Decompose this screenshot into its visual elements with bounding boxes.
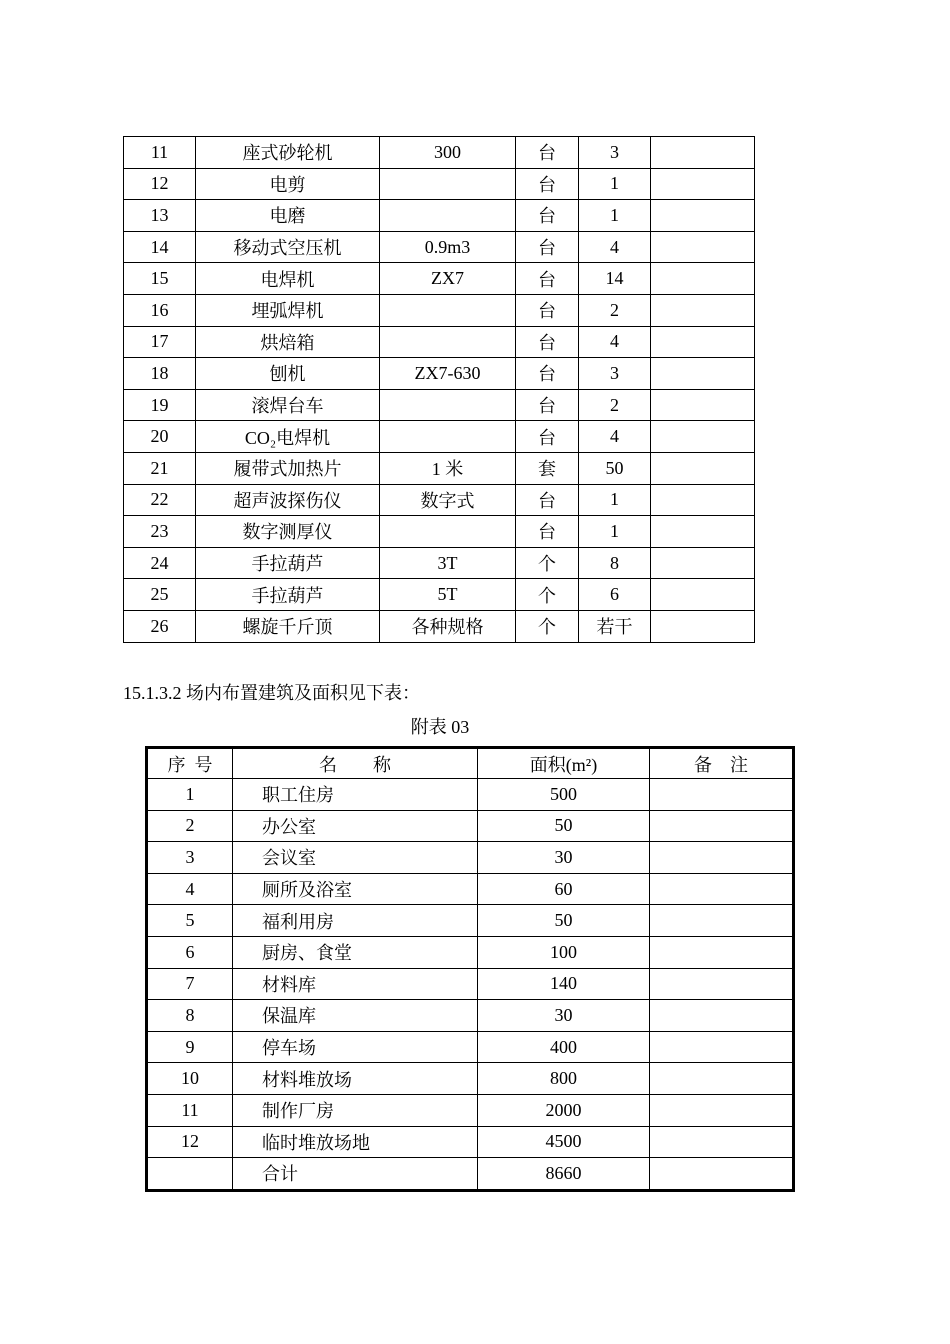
cell-name: 停车场: [233, 1031, 478, 1063]
cell-index: 9: [147, 1031, 233, 1063]
cell-remark: [651, 358, 755, 390]
cell-remark: [650, 1126, 794, 1158]
cell-qty: 1: [579, 200, 651, 232]
cell-name: 办公室: [233, 810, 478, 842]
equipment-table: [123, 136, 755, 643]
cell-index: 12: [124, 168, 196, 200]
cell-spec: 300: [380, 137, 516, 169]
cell-index: 15: [124, 263, 196, 295]
cell-spec: [380, 421, 516, 453]
table-row: [147, 1158, 794, 1191]
cell-index: 1: [147, 779, 233, 811]
cell-name: 数字测厚仪: [196, 516, 380, 548]
cell-index: 23: [124, 516, 196, 548]
cell-remark: [651, 484, 755, 516]
cell-name: 超声波探伤仪: [196, 484, 380, 516]
appendix-label: 附表 03: [410, 717, 470, 737]
cell-remark: [651, 294, 755, 326]
cell-qty: 6: [579, 579, 651, 611]
cell-qty: 若干: [579, 610, 651, 642]
table-row: [124, 326, 755, 358]
cell-index: 11: [147, 1094, 233, 1126]
cell-spec: [380, 294, 516, 326]
cell-name: 厕所及浴室: [233, 873, 478, 905]
cell-area: 500: [478, 779, 650, 811]
cell-index: 22: [124, 484, 196, 516]
cell-area: 100: [478, 936, 650, 968]
cell-name: 制作厂房: [233, 1094, 478, 1126]
cell-area: 4500: [478, 1126, 650, 1158]
cell-remark: [651, 610, 755, 642]
table-row: [124, 389, 755, 421]
cell-remark: [651, 516, 755, 548]
cell-remark: [650, 1158, 794, 1191]
table-row: [124, 452, 755, 484]
cell-index: 17: [124, 326, 196, 358]
cell-index: 14: [124, 231, 196, 263]
cell-index: 18: [124, 358, 196, 390]
equipment-table-body: [124, 137, 755, 643]
cell-name: 手拉葫芦: [196, 579, 380, 611]
cell-qty: 4: [579, 326, 651, 358]
cell-remark: [651, 200, 755, 232]
table-row: [147, 779, 794, 811]
cell-name: 手拉葫芦: [196, 547, 380, 579]
table-row: [147, 936, 794, 968]
cell-name: 螺旋千斤顶: [196, 610, 380, 642]
table-row: [124, 168, 755, 200]
header-cell-area: 面积(m²): [478, 748, 650, 779]
cell-spec: 5T: [380, 579, 516, 611]
cell-unit: 台: [516, 484, 579, 516]
cell-remark: [650, 1031, 794, 1063]
cell-index: 7: [147, 968, 233, 1000]
cell-index: 11: [124, 137, 196, 169]
cell-qty: 8: [579, 547, 651, 579]
cell-name: CO₂电焊机: [196, 421, 380, 453]
cell-name: 合计: [233, 1158, 478, 1191]
cell-area: 60: [478, 873, 650, 905]
table-row: [124, 421, 755, 453]
cell-qty: 4: [579, 421, 651, 453]
table-row: [124, 294, 755, 326]
cell-unit: 台: [516, 516, 579, 548]
cell-remark: [650, 936, 794, 968]
cell-area: 400: [478, 1031, 650, 1063]
cell-spec: 数字式: [380, 484, 516, 516]
cell-index: 4: [147, 873, 233, 905]
cell-name: 埋弧焊机: [196, 294, 380, 326]
cell-index: 13: [124, 200, 196, 232]
cell-name: 材料堆放场: [233, 1063, 478, 1095]
cell-qty: 2: [579, 389, 651, 421]
cell-remark: [651, 547, 755, 579]
cell-name: 履带式加热片: [196, 452, 380, 484]
cell-index: 20: [124, 421, 196, 453]
cell-name: 材料库: [233, 968, 478, 1000]
cell-area: 50: [478, 810, 650, 842]
cell-name: 福利用房: [233, 905, 478, 937]
cell-index: 12: [147, 1126, 233, 1158]
table-row: [124, 231, 755, 263]
table-row: [147, 968, 794, 1000]
table-row: [124, 358, 755, 390]
cell-qty: 3: [579, 137, 651, 169]
cell-spec: 各种规格: [380, 610, 516, 642]
cell-remark: [650, 1000, 794, 1032]
cell-remark: [651, 326, 755, 358]
table-row: [124, 137, 755, 169]
cell-qty: 2: [579, 294, 651, 326]
table-row: [124, 516, 755, 548]
cell-qty: 50: [579, 452, 651, 484]
table-row: [147, 1063, 794, 1095]
cell-unit: 个: [516, 610, 579, 642]
cell-unit: 台: [516, 389, 579, 421]
cell-index: 21: [124, 452, 196, 484]
cell-index: 19: [124, 389, 196, 421]
cell-index: 6: [147, 936, 233, 968]
cell-name: 刨机: [196, 358, 380, 390]
cell-unit: 个: [516, 579, 579, 611]
header-cell-index: 序 号: [147, 748, 233, 779]
cell-area: 140: [478, 968, 650, 1000]
cell-name: 移动式空压机: [196, 231, 380, 263]
building-area-table-body: [147, 748, 794, 1191]
cell-unit: 台: [516, 358, 579, 390]
cell-qty: 4: [579, 231, 651, 263]
cell-spec: [380, 389, 516, 421]
cell-remark: [651, 452, 755, 484]
cell-unit: 台: [516, 200, 579, 232]
cell-qty: 1: [579, 168, 651, 200]
table-row: [147, 842, 794, 874]
cell-name: 保温库: [233, 1000, 478, 1032]
section-caption: 15.1.3.2 场内布置建筑及面积见下表：: [123, 683, 420, 703]
table-row: [147, 1000, 794, 1032]
cell-spec: [380, 168, 516, 200]
cell-index: 5: [147, 905, 233, 937]
cell-remark: [650, 810, 794, 842]
cell-area: 2000: [478, 1094, 650, 1126]
cell-name: 滚焊台车: [196, 389, 380, 421]
cell-qty: 3: [579, 358, 651, 390]
cell-remark: [651, 421, 755, 453]
cell-index: 25: [124, 579, 196, 611]
table-row: [147, 1094, 794, 1126]
cell-spec: 1 米: [380, 452, 516, 484]
cell-remark: [651, 168, 755, 200]
cell-index: 8: [147, 1000, 233, 1032]
cell-area: 800: [478, 1063, 650, 1095]
cell-index: [147, 1158, 233, 1191]
cell-qty: 1: [579, 516, 651, 548]
cell-unit: 台: [516, 421, 579, 453]
cell-remark: [650, 1063, 794, 1095]
cell-index: 3: [147, 842, 233, 874]
cell-name: 临时堆放场地: [233, 1126, 478, 1158]
table-row: [124, 610, 755, 642]
cell-spec: ZX7: [380, 263, 516, 295]
cell-index: 10: [147, 1063, 233, 1095]
cell-remark: [651, 231, 755, 263]
table-row: [124, 200, 755, 232]
cell-name: 厨房、食堂: [233, 936, 478, 968]
cell-unit: 台: [516, 326, 579, 358]
cell-name: 电磨: [196, 200, 380, 232]
cell-remark: [651, 263, 755, 295]
table-row: [147, 810, 794, 842]
table-row: [147, 1031, 794, 1063]
cell-spec: 3T: [380, 547, 516, 579]
cell-remark: [650, 968, 794, 1000]
cell-remark: [650, 842, 794, 874]
cell-unit: 套: [516, 452, 579, 484]
table-row: [124, 547, 755, 579]
cell-remark: [651, 137, 755, 169]
cell-area: 30: [478, 1000, 650, 1032]
cell-remark: [650, 779, 794, 811]
cell-index: 26: [124, 610, 196, 642]
cell-qty: 1: [579, 484, 651, 516]
table-row: [124, 579, 755, 611]
table-row: [124, 484, 755, 516]
cell-name: 电剪: [196, 168, 380, 200]
cell-unit: 台: [516, 137, 579, 169]
cell-area: 8660: [478, 1158, 650, 1191]
table-row: [147, 1126, 794, 1158]
table-row: [124, 263, 755, 295]
cell-index: 16: [124, 294, 196, 326]
table-row: [147, 873, 794, 905]
cell-unit: 台: [516, 231, 579, 263]
cell-remark: [650, 1094, 794, 1126]
cell-spec: 0.9m3: [380, 231, 516, 263]
cell-index: 24: [124, 547, 196, 579]
cell-area: 30: [478, 842, 650, 874]
building-area-table: [145, 746, 795, 1192]
cell-index: 2: [147, 810, 233, 842]
cell-remark: [650, 905, 794, 937]
cell-area: 50: [478, 905, 650, 937]
cell-unit: 台: [516, 294, 579, 326]
cell-spec: [380, 326, 516, 358]
cell-spec: ZX7-630: [380, 358, 516, 390]
cell-spec: [380, 200, 516, 232]
cell-remark: [651, 579, 755, 611]
cell-unit: 个: [516, 547, 579, 579]
cell-spec: [380, 516, 516, 548]
header-cell-name: 名 称: [233, 748, 478, 779]
cell-remark: [651, 389, 755, 421]
table-row: [147, 905, 794, 937]
cell-name: 电焊机: [196, 263, 380, 295]
cell-remark: [650, 873, 794, 905]
cell-name: 烘焙箱: [196, 326, 380, 358]
cell-name: 座式砂轮机: [196, 137, 380, 169]
table-header-row: [147, 748, 794, 779]
cell-qty: 14: [579, 263, 651, 295]
cell-unit: 台: [516, 263, 579, 295]
header-cell-remark: 备 注: [650, 748, 794, 779]
cell-name: 职工住房: [233, 779, 478, 811]
cell-name: 会议室: [233, 842, 478, 874]
cell-unit: 台: [516, 168, 579, 200]
